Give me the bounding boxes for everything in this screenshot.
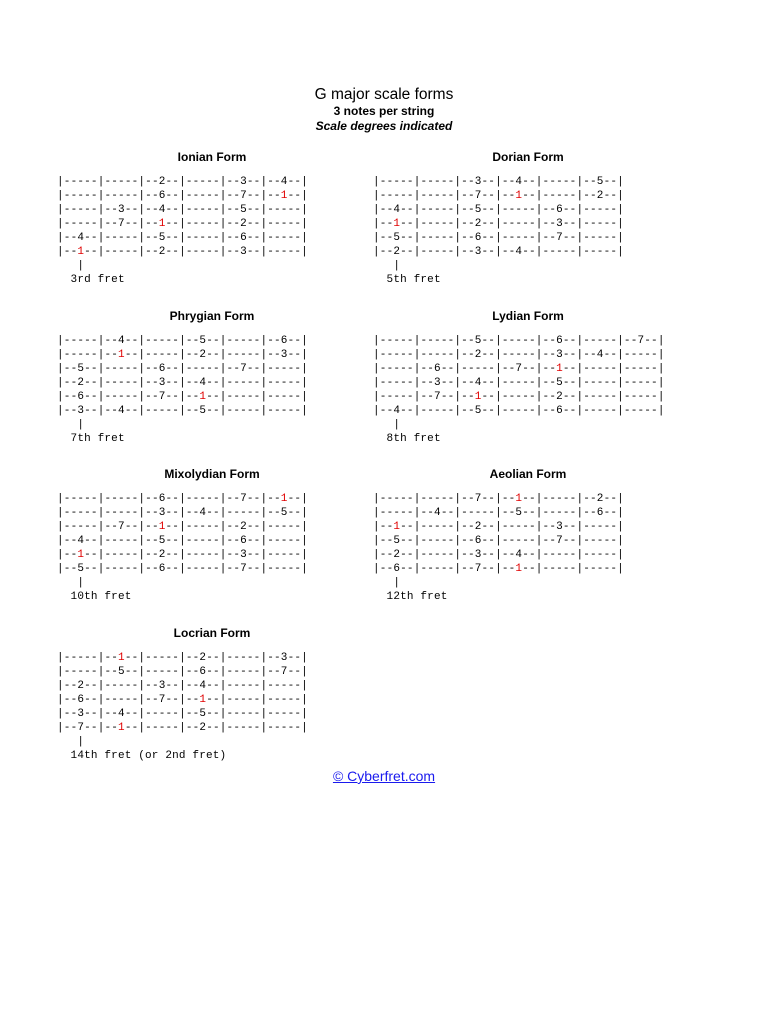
fret-marker: | (373, 419, 401, 431)
form-title: Phrygian Form (169, 309, 255, 323)
tab-string-row: |-----|--1--|-----|--2--|-----|--3--| (57, 349, 308, 361)
tab-string-row: |--3--|--4--|-----|--5--|-----|-----| (57, 708, 308, 720)
tab-string-row: |--1--|-----|--2--|-----|--3--|-----| (373, 521, 624, 533)
root-note: 1 (158, 521, 166, 533)
root-note: 1 (393, 218, 401, 230)
tab-string-row: |-----|-----|--2--|-----|--3--|--4--| (57, 176, 308, 188)
root-note: 1 (158, 218, 166, 230)
root-note: 1 (118, 722, 125, 734)
fret-label-text: 14th fret (or 2nd fret) (57, 750, 227, 762)
tab-string-row: |--6--|-----|--7--|--1--|-----|-----| (57, 694, 308, 706)
page-title: G major scale forms (314, 86, 454, 103)
tab-string-row: |-----|-----|--7--|--1--|-----|--2--| (373, 493, 624, 505)
tab-string-row: |-----|--3--|--4--|-----|--5--|-----|-----| (373, 377, 665, 389)
tab-string-row: |--2--|-----|--3--|--4--|-----|-----| (373, 549, 624, 561)
tab-grid (57, 651, 308, 735)
tab-string-row: |-----|-----|--2--|-----|--3--|--4--|-----| (373, 349, 665, 361)
root-note: 1 (515, 493, 523, 505)
page-subtitle-scale-degrees: Scale degrees indicated (315, 119, 453, 133)
tab-string-row: |-----|-----|--5--|-----|--6--|-----|--7--| (373, 335, 665, 347)
tab-string-row: |--5--|-----|--6--|-----|--7--|-----| (373, 535, 624, 547)
fret-marker: | (57, 736, 85, 748)
fret-label (373, 418, 441, 446)
form-title: Mixolydian Form (164, 467, 260, 481)
form-title: Lydian Form (492, 309, 564, 323)
form-title: Locrian Form (173, 626, 251, 640)
tab-string-row: |--5--|-----|--6--|-----|--7--|-----| (57, 563, 308, 575)
tab-grid (373, 492, 624, 576)
copyright-link[interactable]: © Cyberfret.com (332, 768, 436, 784)
root-note: 1 (118, 652, 125, 664)
tab-string-row: |-----|--4--|-----|--5--|-----|--6--| (373, 507, 624, 519)
tab-string-row: |-----|--7--|--1--|-----|--2--|-----|-----| (373, 391, 665, 403)
root-note: 1 (515, 563, 523, 575)
tab-string-row: |--4--|-----|--5--|-----|--6--|-----| (57, 535, 308, 547)
root-note: 1 (474, 391, 482, 403)
root-note: 1 (556, 363, 563, 375)
fret-marker: | (57, 419, 85, 431)
tab-grid (373, 334, 665, 418)
fret-label (57, 259, 125, 287)
footer (0, 768, 768, 784)
tab-string-row: |-----|--4--|-----|--5--|-----|--6--| (57, 335, 308, 347)
fret-marker: | (373, 260, 401, 272)
root-note: 1 (77, 246, 85, 258)
tab-string-row: |--1--|-----|--2--|-----|--3--|-----| (373, 218, 624, 230)
tab-string-row: |-----|-----|--7--|--1--|-----|--2--| (373, 190, 624, 202)
fret-label (57, 418, 125, 446)
fret-label-text: 3rd fret (57, 274, 125, 286)
root-note: 1 (77, 549, 85, 561)
page-subtitle: 3 notes per string (333, 104, 435, 118)
tab-string-row: |--2--|-----|--3--|--4--|-----|-----| (57, 680, 308, 692)
fret-label-text: 8th fret (373, 433, 441, 445)
fret-marker: | (57, 260, 85, 272)
tab-grid (57, 492, 308, 576)
fret-marker: | (57, 577, 85, 589)
root-note: 1 (199, 391, 207, 403)
tab-string-row: |-----|-----|--3--|--4--|-----|--5--| (373, 176, 624, 188)
tab-string-row: |--1--|-----|--2--|-----|--3--|-----| (57, 246, 308, 258)
root-note: 1 (393, 521, 401, 533)
tab-grid (373, 175, 624, 259)
form-title: Aeolian Form (489, 467, 567, 481)
fret-label (57, 735, 226, 763)
fret-label (373, 576, 447, 604)
root-note: 1 (515, 190, 523, 202)
tab-string-row: |--1--|-----|--2--|-----|--3--|-----| (57, 549, 308, 561)
fret-label-text: 5th fret (373, 274, 441, 286)
tab-string-row: |-----|-----|--6--|-----|--7--|--1--| (57, 493, 308, 505)
tab-string-row: |--4--|-----|--5--|-----|--6--|-----|-----| (373, 405, 665, 417)
fret-label (57, 576, 131, 604)
tab-string-row: |--4--|-----|--5--|-----|--6--|-----| (57, 232, 308, 244)
tab-string-row: |--2--|-----|--3--|--4--|-----|-----| (57, 377, 308, 389)
tab-string-row: |-----|--7--|--1--|-----|--2--|-----| (57, 521, 308, 533)
tab-string-row: |--6--|-----|--7--|--1--|-----|-----| (373, 563, 624, 575)
tab-string-row: |-----|--6--|-----|--7--|--1--|-----|-----| (373, 363, 665, 375)
root-note: 1 (199, 694, 207, 706)
tab-string-row: |--7--|--1--|-----|--2--|-----|-----| (57, 722, 308, 734)
tab-string-row: |-----|-----|--3--|--4--|-----|--5--| (57, 507, 308, 519)
tab-string-row: |--3--|--4--|-----|--5--|-----|-----| (57, 405, 308, 417)
tab-grid (57, 334, 308, 418)
form-title: Dorian Form (492, 150, 564, 164)
tab-string-row: |--2--|-----|--3--|--4--|-----|-----| (373, 246, 624, 258)
tab-string-row: |-----|--5--|-----|--6--|-----|--7--| (57, 666, 308, 678)
tab-string-row: |--5--|-----|--6--|-----|--7--|-----| (57, 363, 308, 375)
root-note: 1 (280, 190, 288, 202)
fret-marker: | (373, 577, 401, 589)
tab-string-row: |--5--|-----|--6--|-----|--7--|-----| (373, 232, 624, 244)
tab-string-row: |--4--|-----|--5--|-----|--6--|-----| (373, 204, 624, 216)
tab-grid (57, 175, 308, 259)
tab-string-row: |-----|--7--|--1--|-----|--2--|-----| (57, 218, 308, 230)
root-note: 1 (118, 349, 125, 361)
fret-label-text: 12th fret (373, 591, 448, 603)
fret-label-text: 7th fret (57, 433, 125, 445)
form-title: Ionian Form (177, 150, 247, 164)
root-note: 1 (280, 493, 288, 505)
tab-string-row: |--6--|-----|--7--|--1--|-----|-----| (57, 391, 308, 403)
tab-string-row: |-----|-----|--6--|-----|--7--|--1--| (57, 190, 308, 202)
tab-string-row: |-----|--3--|--4--|-----|--5--|-----| (57, 204, 308, 216)
tab-string-row: |-----|--1--|-----|--2--|-----|--3--| (57, 652, 308, 664)
fret-label-text: 10th fret (57, 591, 132, 603)
fret-label (373, 259, 441, 287)
